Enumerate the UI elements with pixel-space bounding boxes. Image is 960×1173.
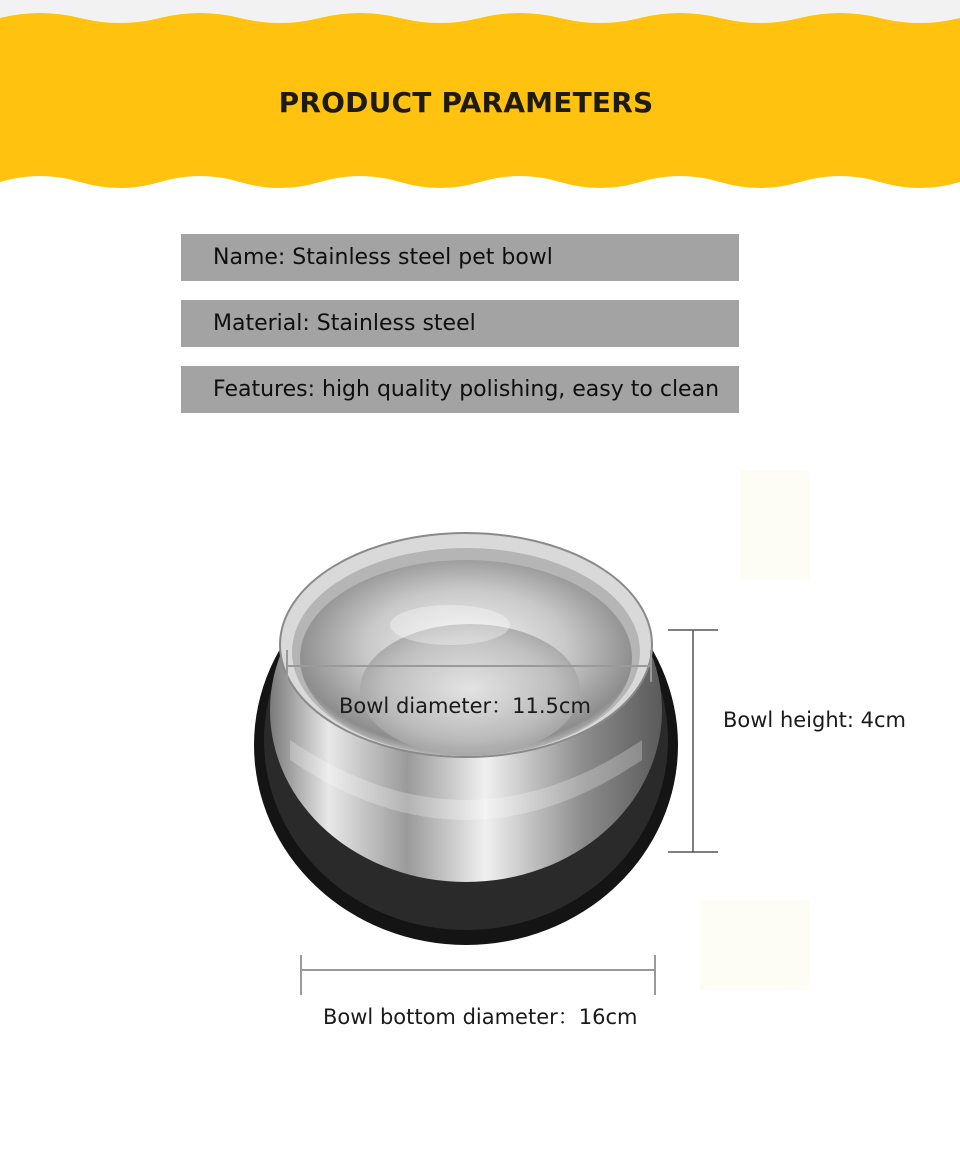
bowl-diameter-label: Bowl diameter：11.5cm [339,694,591,718]
product-figure [0,440,960,1080]
param-name-row: Name: Stainless steel pet bowl [181,234,739,281]
param-features-row: Features: high quality polishing, easy to clean [181,366,739,413]
header-banner [0,0,960,200]
page-title: PRODUCT PARAMETERS [278,86,654,119]
param-material-row: Material: Stainless steel [181,300,739,347]
bowl-height-label: Bowl height: 4cm [723,708,906,732]
bowl-illustration [0,440,960,1080]
bowl-bottom-diameter-label: Bowl bottom diameter：16cm [323,1005,638,1029]
